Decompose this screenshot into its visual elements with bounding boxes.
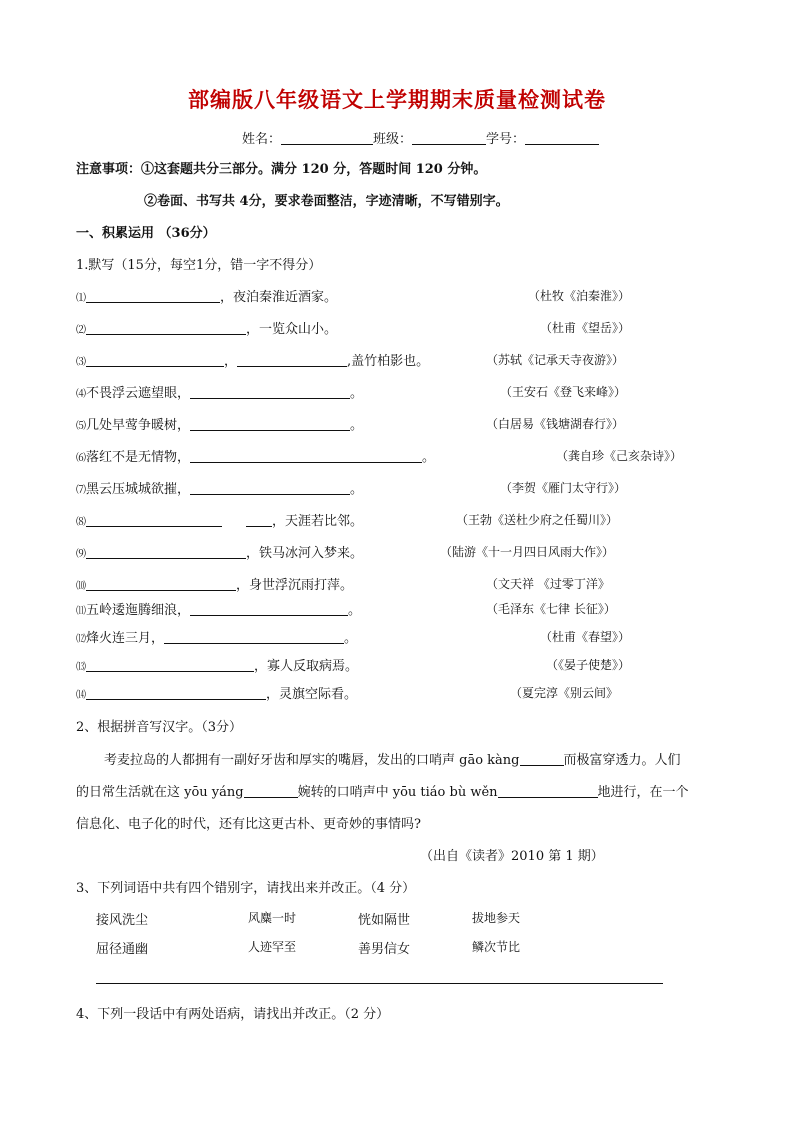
passage-line-3: 信息化、电子化的时代，还有比这更古朴、更奇妙的事情吗? <box>76 817 421 832</box>
question-3-heading: 3、下列词语中共有四个错别字，请找出来并改正。（4 分） <box>76 881 416 896</box>
answer-blank[interactable] <box>86 289 220 303</box>
item-source: （李贺《雁门太守行》） <box>500 481 627 495</box>
question-4-heading: 4、下列一段话中有两处语病，请找出并改正。（2 分） <box>76 1007 390 1022</box>
name-blank[interactable] <box>281 131 373 145</box>
item-source: （杜牧《泊秦淮》） <box>528 289 631 303</box>
word-item: 接风洗尘 <box>96 913 149 928</box>
item-source: （杜甫《望岳》） <box>540 321 631 335</box>
dictation-item: ⑷不畏浮云遮望眼， 。 <box>76 386 364 401</box>
answer-blank[interactable] <box>86 658 132 672</box>
notes-line-1: 注意事项：①这套题共分三部分。满分 120 分，答题时间 120 分钟。 <box>76 162 487 177</box>
passage-line-2: 的日常生活就在这 yōu yáng 婉转的口哨声中 yōu tiáo bù wěn 地进行，在一个 <box>76 785 689 800</box>
answer-blank[interactable] <box>190 417 350 431</box>
word-item: 屈径通幽 <box>96 942 149 957</box>
item-source: （《晏子使楚》） <box>546 658 631 672</box>
answer-blank[interactable] <box>86 513 222 527</box>
id-blank[interactable] <box>525 131 599 145</box>
question-2-heading: 2、根据拼音写汉字。（3分） <box>76 720 243 735</box>
word-item: 善男信女 <box>358 942 411 957</box>
answer-blank[interactable] <box>86 577 236 591</box>
answer-blank[interactable] <box>164 630 344 644</box>
dictation-item: ⑿烽火连三月， 。 <box>76 631 358 646</box>
item-source: （毛泽东《七律 长征》） <box>486 602 616 616</box>
dictation-item: ⑻ ，天涯若比邻。 <box>76 514 364 529</box>
answer-blank[interactable] <box>86 321 246 335</box>
item-source: （杜甫《春望》） <box>540 630 631 644</box>
class-label: 班级： <box>373 132 413 147</box>
dictation-item: ⑹落红不是无情物， 。 <box>76 450 436 465</box>
item-source: （苏轼《记承天寺夜游》） <box>486 353 625 367</box>
dictation-item: ⒁ ，灵旗空际看。 <box>76 687 358 702</box>
dictation-item: ⑵ ，一览众山小。 <box>76 322 338 337</box>
item-source: （王勃《送杜少府之任蜀川》） <box>456 513 619 527</box>
word-item: 鳞次节比 <box>472 940 521 954</box>
notes-line-2: ②卷面、书写共 4分，要求卷面整洁，字迹清晰，不写错别字。 <box>144 194 509 209</box>
passage-source: （出自《读者》2010 第 1 期） <box>420 849 604 864</box>
answer-line[interactable] <box>96 983 663 984</box>
answer-blank[interactable] <box>244 784 298 798</box>
answer-blank[interactable] <box>190 385 350 399</box>
name-label: 姓名： <box>242 132 282 147</box>
id-label: 学号： <box>486 132 526 147</box>
answer-blank[interactable] <box>237 353 347 367</box>
dictation-item: ⑺黑云压城城欲摧， 。 <box>76 482 364 497</box>
answer-blank[interactable] <box>190 449 422 463</box>
dictation-item: ⑾五岭逶迤腾细浪， 。 <box>76 603 362 618</box>
answer-blank[interactable] <box>86 686 266 700</box>
answer-blank[interactable] <box>190 481 350 495</box>
dictation-item: ⑽ ，身世浮沉雨打萍。 <box>76 578 354 593</box>
answer-blank[interactable] <box>86 353 224 367</box>
answer-blank[interactable] <box>498 784 598 798</box>
word-item: 风麋一时 <box>248 911 297 925</box>
word-item: 恍如隔世 <box>358 913 411 928</box>
student-info <box>242 128 599 147</box>
item-source: （文天祥 《过零丁洋》 <box>486 577 610 591</box>
answer-blank[interactable] <box>190 602 348 616</box>
item-source: （陆游《十一月四日风雨大作》） <box>440 545 615 559</box>
dictation-item: ⑴ ，夜泊秦淮近酒家。 <box>76 290 338 305</box>
dictation-item: ⒀ ，寡人反取病焉。 <box>76 659 359 674</box>
answer-blank[interactable] <box>246 513 272 527</box>
item-source: （白居易《钱塘湖春行》） <box>486 417 625 431</box>
item-source: （夏完淳《别云间》 <box>510 686 619 700</box>
answer-blank[interactable] <box>132 658 254 672</box>
section-heading: 一、积累运用 （36分） <box>76 226 216 241</box>
answer-blank[interactable] <box>86 545 246 559</box>
word-item: 拔地参天 <box>472 911 521 925</box>
dictation-item: ⑸几处早莺争暖树， 。 <box>76 418 364 433</box>
item-source: （王安石《登飞来峰》） <box>500 385 627 399</box>
class-blank[interactable] <box>412 131 486 145</box>
item-source: （龚自珍《己亥杂诗》） <box>556 449 683 463</box>
question-1-heading: 1.默写（15分，每空1分，错一字不得分） <box>76 258 322 273</box>
dictation-item: ⑼ ，铁马冰河入梦来。 <box>76 546 364 561</box>
word-item: 人迹罕至 <box>248 940 297 954</box>
page-title: 部编版八年级语文上学期期末质量检测试卷 <box>188 87 606 112</box>
passage-line-1: 考麦拉岛的人都拥有一副好牙齿和厚实的嘴唇，发出的口哨声 gāo kàng 而极富穿透力。人们 <box>104 753 681 768</box>
dictation-item: ⑶ ， ,盖竹柏影也。 <box>76 354 430 369</box>
answer-blank[interactable] <box>520 752 564 766</box>
